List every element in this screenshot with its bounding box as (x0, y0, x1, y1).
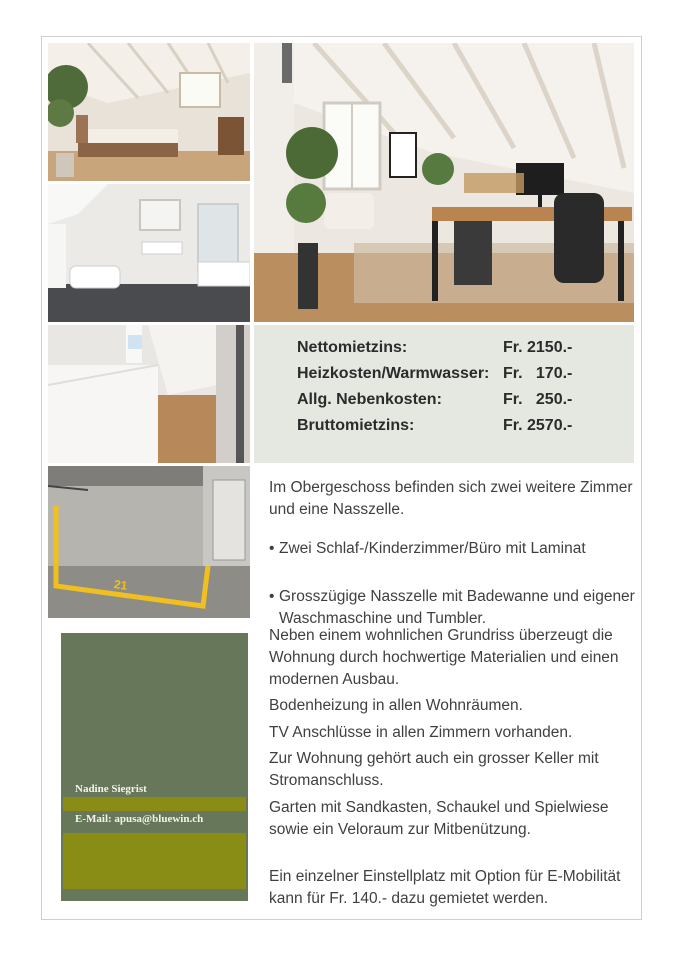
price-table (254, 325, 634, 463)
photo-bathroom (48, 184, 250, 322)
description-paragraph: Garten mit Sandkasten, Schaukel und Spielwiese sowie ein Veloraum zur Mitbenützung. (269, 799, 609, 838)
price-label: Heizkosten/Warmwasser: (297, 365, 490, 382)
contact-band (63, 797, 246, 811)
photo-parking (48, 466, 250, 618)
price-label: Bruttomietzins: (297, 417, 415, 434)
photo-office (254, 43, 634, 322)
price-value: Fr. 2570.- (503, 417, 573, 434)
contact-card (61, 633, 248, 901)
description-paragraph: TV Anschlüsse in allen Zimmern vorhanden. (269, 724, 573, 741)
description-paragraph: Ein einzelner Einstellplatz mit Option für E-Mobilität kann für Fr. 140.- dazu gemietet werden. (269, 868, 621, 907)
parking-number: 21 (113, 577, 129, 593)
photo-staircase (48, 325, 250, 463)
feature-bullet: • Zwei Schlaf-/Kinderzimmer/Büro mit Laminat (269, 538, 649, 560)
price-value: Fr. 170.- (503, 365, 573, 382)
price-label: Nettomietzins: (297, 339, 408, 356)
photo-bedroom (48, 43, 250, 181)
contact-band (63, 833, 246, 889)
intro-text: Im Obergeschoss befinden sich zwei weitere Zimmer und eine Nasszelle. (269, 479, 633, 518)
price-value: Fr. 250.- (503, 391, 573, 408)
feature-bullet: • Grosszügige Nasszelle mit Badewanne und eigener Waschmaschine und Tumbler. (269, 586, 649, 630)
price-label: Allg. Nebenkosten: (297, 391, 442, 408)
price-value: Fr. 2150.- (503, 339, 573, 356)
description-paragraph: Neben einem wohnlichen Grundriss überzeugt die Wohnung durch hochwertige Materialien und einen modernen Ausbau. (269, 627, 619, 688)
contact-email[interactable]: E-Mail: apusa@bluewin.ch (75, 813, 204, 825)
contact-name: Nadine Siegrist (75, 783, 147, 795)
description-paragraph: Bodenheizung in allen Wohnräumen. (269, 697, 523, 714)
description-paragraph: Zur Wohnung gehört auch ein grosser Keller mit Stromanschluss. (269, 750, 599, 789)
